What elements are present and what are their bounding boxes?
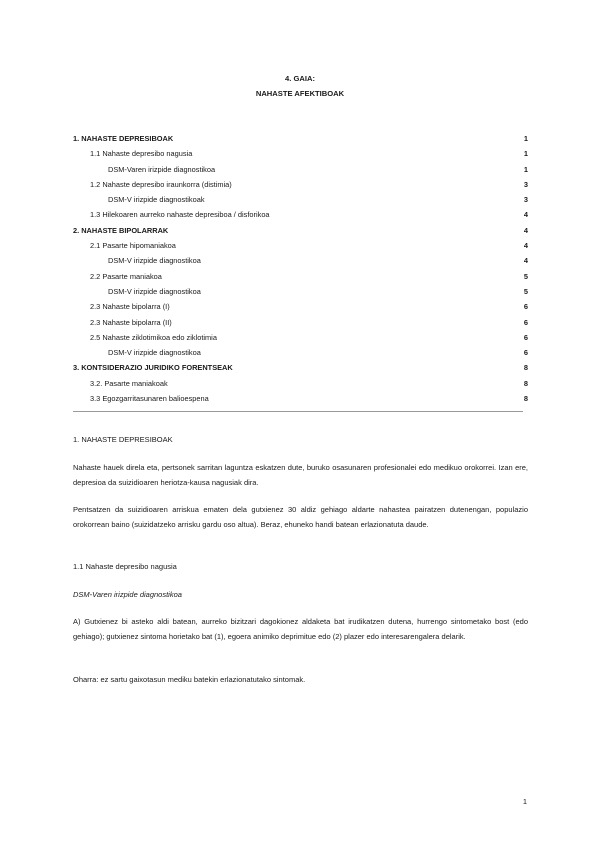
toc-entry[interactable] xyxy=(73,162,528,177)
toc-entry-label: 3.3 Egozgarritasunaren balioespena xyxy=(90,394,209,404)
toc-entry-label: DSM-Varen irizpide diagnostikoa xyxy=(108,164,216,174)
divider xyxy=(73,411,523,412)
toc-entry[interactable] xyxy=(73,238,528,253)
toc-entry[interactable] xyxy=(73,177,528,192)
toc-entry-page: 6 xyxy=(523,332,528,342)
toc-entry-page: 8 xyxy=(523,394,528,404)
toc-entry-label: 1.1 Nahaste depresibo nagusia xyxy=(90,149,193,159)
toc-entry-page: 4 xyxy=(523,210,528,220)
paragraph: A) Gutxienez bi asteko aldi batean, aurreko bizitzari dagokionez aldaketa bat irudikatzen dutena, hurrengo sintometako bost (edo gehiago); gutxienez sintoma horietako bat (1), egoera animiko deprimitue edo (2) plazer edo interesarengalera delarik. xyxy=(73,617,528,642)
paragraph: Oharra: ez sartu gaixotasun mediku batekin erlazionatutako sintomak. xyxy=(73,675,306,684)
toc-entry[interactable] xyxy=(73,192,528,207)
chapter-title: NAHASTE AFEKTIBOAK xyxy=(255,89,345,98)
toc-entry[interactable] xyxy=(73,345,528,360)
chapter-number: 4. GAIA: xyxy=(285,74,315,83)
toc-entry-label: DSM-V irizpide diagnostikoa xyxy=(108,256,201,266)
toc-entry-page: 1 xyxy=(523,149,528,159)
toc-entry-label: 1.3 Hilekoaren aurreko nahaste depresiboa / disforikoa xyxy=(90,210,270,220)
toc-entry-page: 6 xyxy=(523,317,528,327)
toc-entry-label: 2.3 Nahaste bipolarra (II) xyxy=(90,317,172,327)
toc-entry-page: 4 xyxy=(523,241,528,251)
toc-entry-label: 1. NAHASTE DEPRESIBOAK xyxy=(73,134,174,143)
toc-entry-label: DSM-V irizpide diagnostikoa xyxy=(108,286,201,296)
page-number: 1 xyxy=(522,797,527,806)
toc-entry-label: 2.5 Nahaste ziklotimikoa edo ziklotimia xyxy=(90,332,217,342)
toc-entry-page: 8 xyxy=(523,363,528,373)
toc-entry-page: 1 xyxy=(523,134,528,143)
toc-entry[interactable] xyxy=(73,223,528,238)
toc-entry[interactable] xyxy=(73,146,528,161)
toc-entry[interactable] xyxy=(73,207,528,222)
toc-entry-page: 5 xyxy=(523,286,528,296)
section-heading: 1. NAHASTE DEPRESIBOAK xyxy=(73,435,173,444)
paragraph: Nahaste hauek direla eta, pertsonek sarritan laguntza eskatzen dute, buruko osasunaren profesionalei edo medikuo orokorrei. Izan ere, depresioa da suizidioaren heriotza-kausa nagusiak dira. xyxy=(73,463,528,488)
toc-entry-label: 2.1 Pasarte hipomaniakoa xyxy=(90,241,176,251)
toc-entry[interactable] xyxy=(73,330,528,345)
toc-entry-page: 3 xyxy=(523,179,528,189)
toc-entry-label: 3.2. Pasarte maniakoak xyxy=(90,378,168,388)
toc-entry[interactable] xyxy=(73,299,528,314)
toc-entry-label: 2.2 Pasarte maniakoa xyxy=(90,271,162,281)
toc-entry-label: 2.3 Nahaste bipolarra (I) xyxy=(90,302,170,312)
toc-entry-page: 1 xyxy=(523,164,528,174)
toc-entry-label: DSM-V irizpide diagnostikoak xyxy=(108,195,205,205)
toc-entry-page: 3 xyxy=(523,195,528,205)
toc-entry-page: 4 xyxy=(523,225,528,235)
toc-entry[interactable] xyxy=(73,284,528,299)
toc-entry[interactable] xyxy=(73,376,528,391)
paragraph: Pentsatzen da suizidioaren arriskua ematen dela gutxienez 30 aldiz gehiago aldarte nahastea pairatzen dutenengan, populazio orokorrean baino (suizidatzeko arrisku gardu oso altua). Beraz, ehuneko handi batean erlazionatuta daude. xyxy=(73,505,528,530)
toc-entry[interactable] xyxy=(73,391,528,406)
toc-entry-page: 5 xyxy=(523,271,528,281)
toc-entry-label: 3. KONTSIDERAZIO JURIDIKO FORENTSEAK xyxy=(73,363,233,373)
toc-entry-page: 4 xyxy=(523,256,528,266)
toc-entry-page: 8 xyxy=(523,378,528,388)
toc-entry[interactable] xyxy=(73,360,528,375)
subsection-heading: 1.1 Nahaste depresibo nagusia xyxy=(73,562,177,571)
toc-entry-label: 2. NAHASTE BIPOLARRAK xyxy=(73,225,169,235)
toc-entry-page: 6 xyxy=(523,302,528,312)
toc-entry-page: 6 xyxy=(523,348,528,358)
subsubsection-heading: DSM-Varen irizpide diagnostikoa xyxy=(73,590,182,599)
toc-entry[interactable] xyxy=(73,315,528,330)
toc-entry-label: 1.2 Nahaste depresibo iraunkorra (distimia) xyxy=(90,179,232,189)
toc-entry-label: DSM-V irizpide diagnostikoa xyxy=(108,348,201,358)
toc-entry[interactable] xyxy=(73,269,528,284)
toc-entry[interactable] xyxy=(73,131,528,146)
toc-entry[interactable] xyxy=(73,253,528,268)
table-of-contents xyxy=(73,131,528,406)
